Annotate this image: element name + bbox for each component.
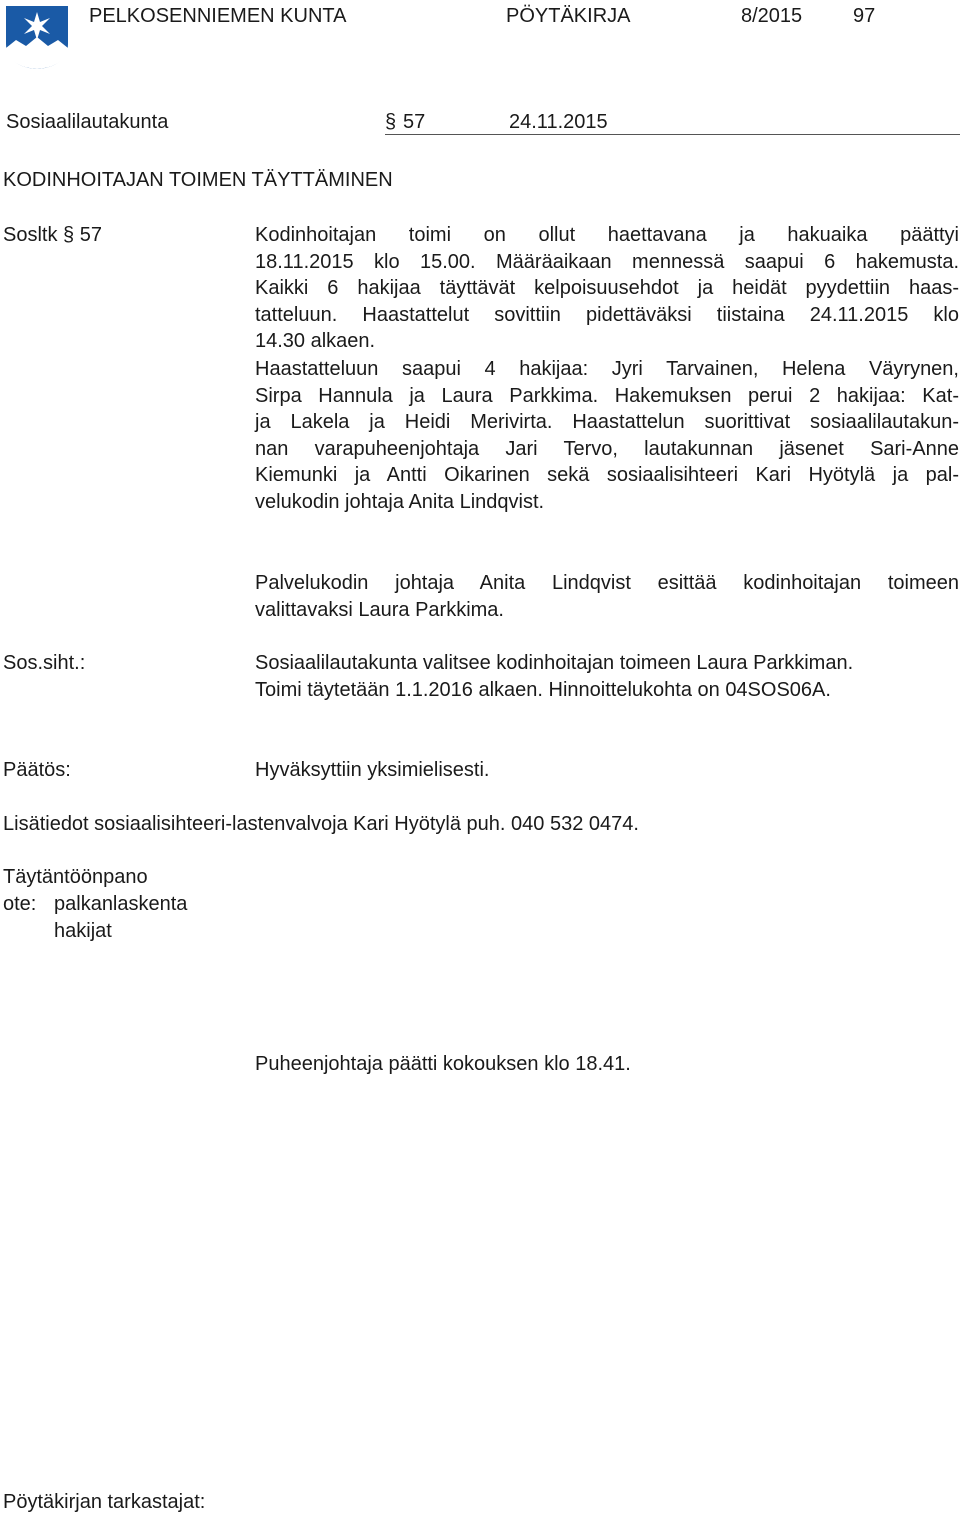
paragraph-interviews	[255, 356, 959, 516]
minutes-examiners-label: Pöytäkirjan tarkastajat:	[3, 1491, 206, 1513]
paragraph-recommendation	[255, 570, 959, 623]
text-line: 18.11.2015 klo 15.00. Määräaikaan mennessä saapui 6 hakemusta.	[255, 250, 959, 273]
text-line: Sirpa Hannula ja Laura Parkkima. Hakemuksen perui 2 hakijaa: Kat-	[255, 384, 959, 407]
meeting-date: 24.11.2015	[509, 111, 608, 133]
extract-label: ote:	[3, 893, 37, 915]
text-line: Sosiaalilautakunta valitsee kodinhoitajan toimeen Laura Parkkiman.	[255, 652, 854, 674]
reference-board: Sosltk	[3, 224, 58, 246]
text-line: tatteluun. Haastattelut sovittiin pidettäväksi tiistaina 24.11.2015 klo	[255, 303, 959, 326]
text-line: ja Lakela ja Heidi Merivirta. Haastattelun suorittivat sosiaalilautakun-	[255, 411, 959, 434]
text-line: Kodinhoitajan toimi on ollut haettavana ja hakuaika päättyi	[255, 224, 959, 246]
decision-text: Hyväksyttiin yksimielisesti.	[255, 759, 490, 781]
contact-info: Lisätiedot sosiaalisihteeri-lastenvalvoja Kari Hyötylä puh. 040 532 0474.	[3, 813, 639, 835]
page-title: KODINHOITAJAN TOIMEN TÄYTTÄMINEN	[3, 169, 393, 191]
board-name: Sosiaalilautakunta	[6, 111, 169, 133]
municipal-crest-icon	[4, 4, 70, 70]
implementation-label: Täytäntöönpano	[3, 866, 148, 888]
text-line: 14.30 alkaen.	[255, 330, 376, 353]
text-line: nan varapuheenjohtaja Jari Tervo, lautakunnan jäsenet Sari-Anne	[255, 437, 959, 460]
reference-symbol: §	[63, 224, 75, 246]
section-divider	[385, 134, 960, 135]
section-number: 57	[403, 111, 426, 133]
page-number: 97	[853, 5, 876, 27]
document-type: PÖYTÄKIRJA	[506, 5, 631, 27]
text-line: Palvelukodin johtaja Anita Lindqvist esittää kodinhoitajan toimeen	[255, 572, 959, 594]
minutes-number: 8/2015	[741, 5, 803, 27]
text-line: Haastatteluun saapui 4 hakijaa: Jyri Tarvainen, Helena Väyrynen,	[255, 358, 959, 380]
extract-recipient: palkanlaskenta	[54, 893, 188, 915]
section-symbol: §	[385, 111, 397, 133]
closing-statement: Puheenjohtaja päätti kokouksen klo 18.41.	[255, 1053, 631, 1075]
paragraph-proposal	[255, 650, 959, 703]
decision-label: Päätös:	[3, 759, 71, 781]
reference-label	[3, 222, 102, 248]
secretary-proposal-label: Sos.siht.:	[3, 652, 86, 674]
text-line: Kaikki 6 hakijaa täyttävät kelpoisuusehdot ja heidät pyydettiin haas-	[255, 277, 959, 300]
text-line: velukodin johtaja Anita Lindqvist.	[255, 490, 545, 513]
extract-recipient: hakijat	[54, 920, 112, 942]
text-line: valittavaksi Laura Parkkima.	[255, 598, 504, 621]
paragraph-application-period	[255, 222, 959, 355]
reference-number: 57	[79, 224, 102, 246]
text-line: Kiemunki ja Antti Oikarinen sekä sosiaalisihteeri Kari Hyötylä ja pal-	[255, 464, 959, 487]
municipality-name: PELKOSENNIEMEN KUNTA	[89, 5, 347, 27]
text-line: Toimi täytetään 1.1.2016 alkaen. Hinnoittelukohta on 04SOS06A.	[255, 678, 831, 701]
